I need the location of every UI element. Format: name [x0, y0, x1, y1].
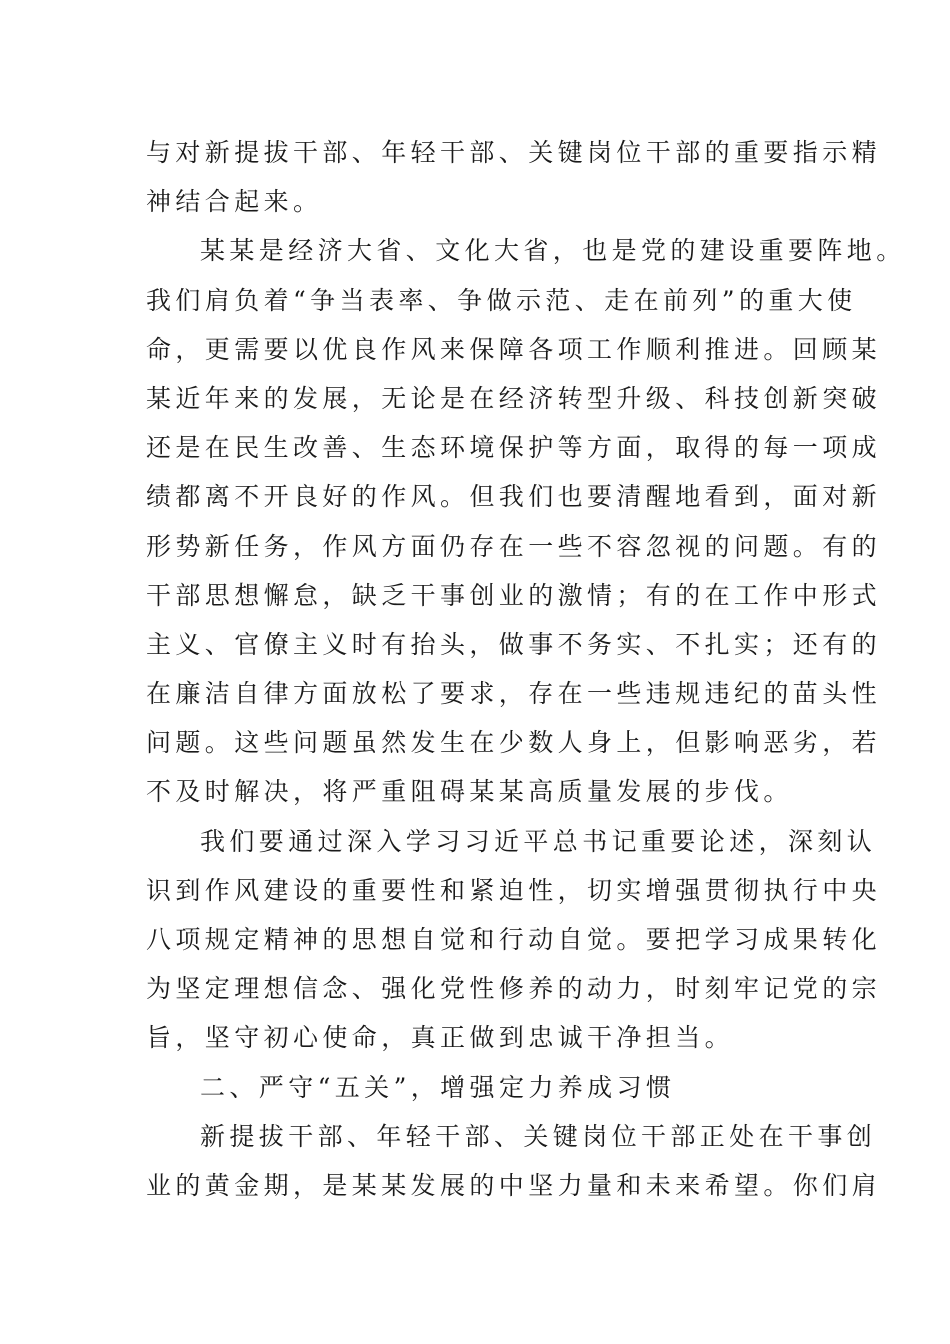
text-line: 不及时解决，将严重阻碍某某高质量发展的步伐。 [146, 777, 793, 807]
text-line: 为坚定理想信念、强化党性修养的动力，时刻牢记党的宗 [146, 974, 882, 1004]
text-line: 旨，坚守初心使命，真正做到忠诚干净担当。 [146, 1023, 735, 1053]
text-line: 绩都离不开良好的作风。但我们也要清醒地看到，面对新 [146, 482, 882, 512]
text-line: 与对新提拔干部、年轻干部、关键岗位干部的重要指示精 [146, 138, 882, 167]
text-line: 形势新任务，作风方面仍存在一些不容忽视的问题。有的 [146, 531, 882, 561]
text-line: 八项规定精神的思想自觉和行动自觉。要把学习成果转化 [146, 925, 882, 954]
text-line: 我们要通过深入学习习近平总书记重要论述，深刻认 [200, 826, 877, 856]
text-line: 干部思想懈怠，缺乏干事创业的激情；有的在工作中形式 [146, 580, 882, 610]
text-line: 在廉洁自律方面放松了要求，存在一些违规违纪的苗头性 [146, 679, 882, 709]
text-line: 业的黄金期，是某某发展的中坚力量和未来希望。你们肩 [146, 1170, 882, 1200]
text-line: 问题。这些问题虽然发生在少数人身上，但影响恶劣，若 [146, 728, 882, 758]
text-line: 识到作风建设的重要性和紧迫性，切实增强贯彻执行中央 [146, 875, 882, 905]
text-line: 神结合起来。 [146, 187, 323, 217]
text-line: 命，更需要以优良作风来保障各项工作顺利推进。回顾某 [146, 334, 882, 364]
section-heading: 二、严守“五关”，增强定力养成习惯 [200, 1072, 676, 1102]
text-line: 某某是经济大省、文化大省，也是党的建设重要阵地。 [200, 236, 906, 266]
text-line: 还是在民生改善、生态环境保护等方面，取得的每一项成 [146, 433, 882, 463]
text-line: 某近年来的发展，无论是在经济转型升级、科技创新突破 [146, 383, 882, 413]
text-line: 我们肩负着“争当表率、争做示范、走在前列”的重大使 [146, 285, 857, 315]
document-body [146, 128, 906, 1210]
text-line: 主义、官僚主义时有抬头，做事不务实、不扎实；还有的 [146, 629, 882, 659]
text-line: 新提拔干部、年轻干部、关键岗位干部正处在干事创 [200, 1121, 877, 1151]
